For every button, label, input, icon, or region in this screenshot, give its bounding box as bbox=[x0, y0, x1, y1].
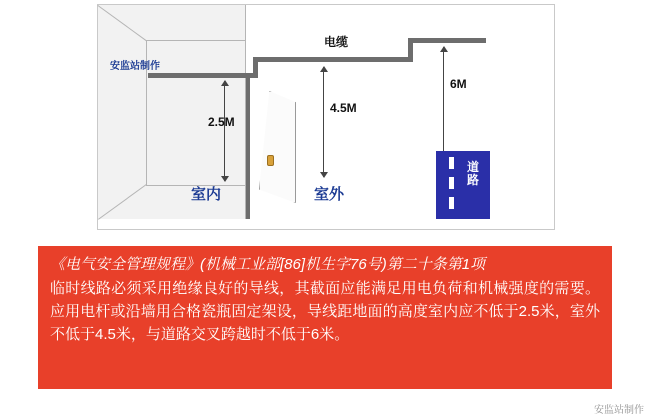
cable-label: 电缆 bbox=[324, 35, 349, 49]
indoor-label: 室内 bbox=[191, 186, 222, 203]
road bbox=[436, 151, 490, 219]
road-dash bbox=[449, 197, 454, 209]
dimension-arrow-outdoor bbox=[323, 67, 324, 177]
road-label: 道路 bbox=[466, 160, 479, 187]
regulation-caption bbox=[38, 246, 612, 389]
dimension-label-indoor: 2.5M bbox=[208, 115, 235, 129]
watch-station-label: 安监站制作 bbox=[110, 61, 160, 72]
regulation-title: 《电气安全管理规程》(机械工业部[86]机生字76号)第二十条第1项 bbox=[50, 256, 486, 273]
door bbox=[259, 91, 296, 203]
outdoor-label: 室外 bbox=[314, 186, 345, 203]
wiring-height-diagram bbox=[97, 4, 555, 230]
dimension-arrow-indoor bbox=[224, 81, 225, 181]
dimension-label-road: 6M bbox=[450, 77, 467, 91]
door-knob bbox=[267, 155, 274, 166]
wall-step-mid bbox=[253, 57, 413, 62]
road-dash bbox=[449, 177, 454, 189]
road-dash bbox=[449, 157, 454, 169]
footer-note: 安监站制作 bbox=[594, 405, 644, 416]
wall-step-high bbox=[408, 38, 486, 43]
wall-step-low bbox=[148, 73, 258, 78]
regulation-body: 临时线路必须采用绝缘良好的导线，其截面应能满足用电负荷和机械强度的需要。应用电杆或沿墙用合格瓷瓶固定架设，导线距地面的高度室内应不低于2.5米，室外不低于4.5米，与道路交叉跨越时不低于6米。 bbox=[50, 280, 600, 343]
room-ceiling-line bbox=[146, 40, 246, 41]
dimension-label-outdoor: 4.5M bbox=[330, 101, 357, 115]
wall-vertical-divider bbox=[246, 73, 250, 219]
